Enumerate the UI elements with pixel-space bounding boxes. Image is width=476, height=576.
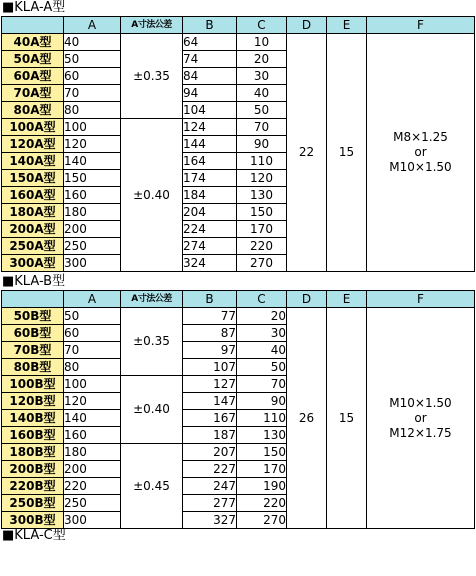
b-cell: 184: [183, 187, 237, 204]
d-cell: 22: [287, 34, 327, 272]
a-cell: 80: [64, 102, 121, 119]
c-cell: 270: [237, 512, 287, 529]
c-cell: 150: [237, 444, 287, 461]
tolerance-cell: ±0.35: [121, 308, 183, 376]
b-cell: 127: [183, 376, 237, 393]
header-e: E: [327, 17, 367, 34]
f-cell: [367, 34, 475, 272]
a-cell: 50: [64, 308, 121, 325]
a-cell: 60: [64, 325, 121, 342]
a-cell: 120: [64, 393, 121, 410]
c-cell: 130: [237, 427, 287, 444]
d-cell: 26: [287, 308, 327, 529]
header-b: B: [183, 17, 237, 34]
a-cell: 220: [64, 478, 121, 495]
b-cell: 164: [183, 153, 237, 170]
model-cell: 200A型: [2, 221, 64, 238]
header-model: [2, 17, 64, 34]
b-cell: 247: [183, 478, 237, 495]
b-cell: 124: [183, 119, 237, 136]
model-cell: 200B型: [2, 461, 64, 478]
model-cell: 40A型: [2, 34, 64, 51]
a-cell: 60: [64, 68, 121, 85]
b-cell: 87: [183, 325, 237, 342]
c-cell: 130: [237, 187, 287, 204]
c-cell: 30: [237, 68, 287, 85]
c-cell: 10: [237, 34, 287, 51]
b-cell: 187: [183, 427, 237, 444]
model-cell: 180A型: [2, 204, 64, 221]
a-cell: 100: [64, 376, 121, 393]
f-line2: M10×1.50: [389, 160, 452, 174]
table-row: [2, 34, 475, 51]
b-cell: 84: [183, 68, 237, 85]
header-c: C: [237, 17, 287, 34]
b-cell: 147: [183, 393, 237, 410]
header-b: B: [183, 291, 237, 308]
c-cell: 170: [237, 461, 287, 478]
c-cell: 70: [237, 119, 287, 136]
c-cell: 110: [237, 410, 287, 427]
kla-a-table: [1, 16, 475, 272]
c-cell: 170: [237, 221, 287, 238]
a-cell: 300: [64, 512, 121, 529]
f-line1: M8×1.25: [393, 130, 448, 144]
header-c: C: [237, 291, 287, 308]
a-cell: 140: [64, 410, 121, 427]
model-cell: 140B型: [2, 410, 64, 427]
model-cell: 140A型: [2, 153, 64, 170]
model-cell: 250B型: [2, 495, 64, 512]
model-cell: 300B型: [2, 512, 64, 529]
model-cell: 60B型: [2, 325, 64, 342]
a-cell: 140: [64, 153, 121, 170]
model-cell: 80A型: [2, 102, 64, 119]
b-cell: 227: [183, 461, 237, 478]
b-cell: 174: [183, 170, 237, 187]
c-cell: 220: [237, 495, 287, 512]
header-model: [2, 291, 64, 308]
model-cell: 80B型: [2, 359, 64, 376]
a-cell: 150: [64, 170, 121, 187]
b-cell: 94: [183, 85, 237, 102]
a-cell: 70: [64, 342, 121, 359]
header-row: [2, 291, 475, 308]
c-cell: 50: [237, 102, 287, 119]
c-cell: 50: [237, 359, 287, 376]
header-d: D: [287, 291, 327, 308]
section-title-kla-c: ■KLA-C型: [2, 529, 66, 541]
model-cell: 300A型: [2, 255, 64, 272]
c-cell: 90: [237, 393, 287, 410]
tolerance-cell: ±0.40: [121, 119, 183, 272]
tolerance-cell: ±0.40: [121, 376, 183, 444]
c-cell: 120: [237, 170, 287, 187]
f-or: or: [414, 410, 427, 425]
a-cell: 180: [64, 204, 121, 221]
a-cell: 80: [64, 359, 121, 376]
a-cell: 200: [64, 221, 121, 238]
f-cell: [367, 308, 475, 529]
section-title-kla-b: ■KLA-B型: [2, 274, 66, 289]
e-cell: 15: [327, 308, 367, 529]
a-cell: 180: [64, 444, 121, 461]
header-f: F: [367, 291, 475, 308]
f-or: or: [414, 145, 427, 159]
section-title-kla-a: ■KLA-A型: [2, 0, 66, 15]
model-cell: 180B型: [2, 444, 64, 461]
b-cell: 274: [183, 238, 237, 255]
a-cell: 160: [64, 187, 121, 204]
b-cell: 74: [183, 51, 237, 68]
model-cell: 120A型: [2, 136, 64, 153]
header-a-tolerance: A寸法公差: [121, 17, 183, 34]
header-a: A: [64, 17, 121, 34]
model-cell: 100B型: [2, 376, 64, 393]
model-cell: 160A型: [2, 187, 64, 204]
c-cell: 270: [237, 255, 287, 272]
c-cell: 20: [237, 308, 287, 325]
header-a-tolerance: A寸法公差: [121, 291, 183, 308]
a-cell: 160: [64, 427, 121, 444]
a-cell: 250: [64, 495, 121, 512]
b-cell: 207: [183, 444, 237, 461]
f-line2: M12×1.75: [389, 425, 452, 440]
f-line1: M10×1.50: [389, 395, 452, 410]
b-cell: 277: [183, 495, 237, 512]
model-cell: 50A型: [2, 51, 64, 68]
c-cell: 190: [237, 478, 287, 495]
c-cell: 90: [237, 136, 287, 153]
c-cell: 40: [237, 342, 287, 359]
header-a: A: [64, 291, 121, 308]
header-e: E: [327, 291, 367, 308]
model-cell: 70A型: [2, 85, 64, 102]
c-cell: 40: [237, 85, 287, 102]
header-f: F: [367, 17, 475, 34]
b-cell: 107: [183, 359, 237, 376]
c-cell: 220: [237, 238, 287, 255]
a-cell: 50: [64, 51, 121, 68]
tolerance-cell: ±0.35: [121, 34, 183, 119]
header-d: D: [287, 17, 327, 34]
b-cell: 324: [183, 255, 237, 272]
tolerance-cell: ±0.45: [121, 444, 183, 529]
c-cell: 110: [237, 153, 287, 170]
model-cell: 60A型: [2, 68, 64, 85]
c-cell: 150: [237, 204, 287, 221]
kla-b-table: [1, 290, 475, 529]
a-cell: 200: [64, 461, 121, 478]
model-cell: 220B型: [2, 478, 64, 495]
c-cell: 70: [237, 376, 287, 393]
b-cell: 167: [183, 410, 237, 427]
b-cell: 64: [183, 34, 237, 51]
model-cell: 120B型: [2, 393, 64, 410]
a-cell: 300: [64, 255, 121, 272]
header-row: [2, 17, 475, 34]
model-cell: 160B型: [2, 427, 64, 444]
c-cell: 20: [237, 51, 287, 68]
model-cell: 150A型: [2, 170, 64, 187]
b-cell: 224: [183, 221, 237, 238]
b-cell: 104: [183, 102, 237, 119]
a-cell: 70: [64, 85, 121, 102]
model-cell: 100A型: [2, 119, 64, 136]
a-cell: 100: [64, 119, 121, 136]
b-cell: 97: [183, 342, 237, 359]
model-cell: 50B型: [2, 308, 64, 325]
model-cell: 70B型: [2, 342, 64, 359]
b-cell: 327: [183, 512, 237, 529]
c-cell: 30: [237, 325, 287, 342]
b-cell: 204: [183, 204, 237, 221]
e-cell: 15: [327, 34, 367, 272]
a-cell: 250: [64, 238, 121, 255]
model-cell: 250A型: [2, 238, 64, 255]
table-row: [2, 308, 475, 325]
b-cell: 77: [183, 308, 237, 325]
a-cell: 120: [64, 136, 121, 153]
a-cell: 40: [64, 34, 121, 51]
b-cell: 144: [183, 136, 237, 153]
